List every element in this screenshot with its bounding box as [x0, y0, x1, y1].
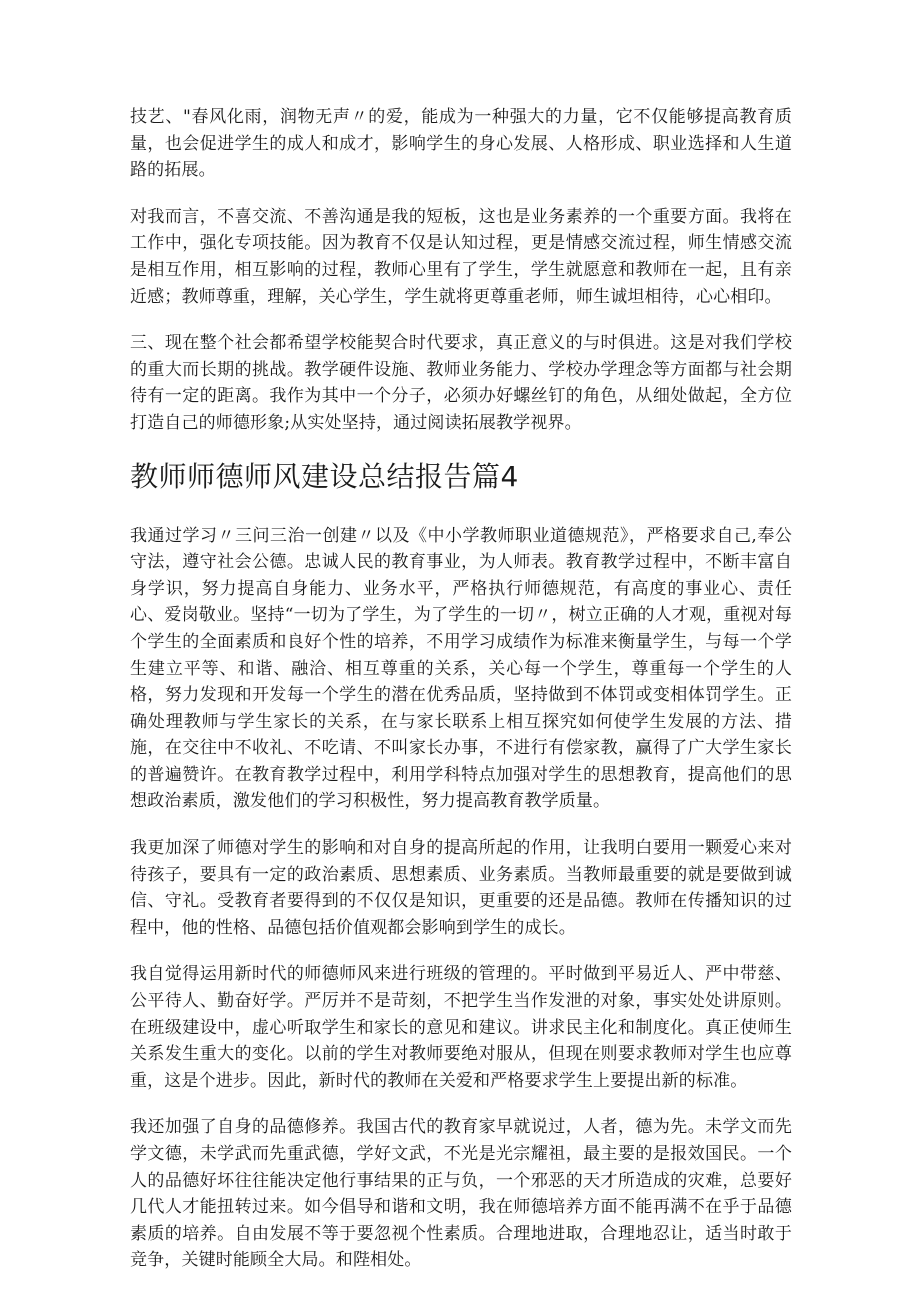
- paragraph-study-norms: 我通过学习〃三问三治一创建〃以及《中小学教师职业道德规范》，严格要求自己,奉公守法，遵守社会公德。忠诚人民的教育事业，为人师表。教育教学过程中，不断丰富自身学识，努力提高自身能力、业务水平，严格执行师德规范，有高度的事业心、责任心、爱岗敬业。坚持“一切为了学生，为了学生的一切〃，树立正确的人才观，重视对每个学生的全面素质和良好个性的培养，不用学习成绩作为标准来衡量学生，与每一个学生建立平等、和谐、融洽、相互尊重的关系，关心每一个学生，尊重每一个学生的人格，努力发现和开发每一个学生的潜在优秀品质，坚持做到不体罚或变相体罚学生。正确处理教师与学生家长的关系，在与家长联系上相互探究如何使学生发展的方法、措施，在交往中不收礼、不吃请、不叫家长办事，不进行有偿家教，赢得了广大学生家长的普遍赞许。在教育教学过程中，利用学科特点加强对学生的思想教育，提高他们的思想政治素质，激发他们的学习积极性，努力提高教育教学质量。: [130, 525, 792, 812]
- paragraph-moral-cultivation: 我还加强了自身的品德修养。我国古代的教育家早就说过，人者，德为先。未学文而先学文德，未学武而先重武德，学好文武，不光是光宗耀祖，最主要的是报效国民。一个人的品德好坏往往能决定他行事结果的正与负，一个邪恶的天才所造成的灾难，总要好几代人才能扭转过来。如今倡导和谐和文明，我在师德培养方面不能再满不在乎于品德素质的培养。自由发展不等于要忽视个性素质。合理地进取，合理地忍让，适当时敢于竞争，关键时能顾全大局。和陛相处。: [130, 1117, 792, 1271]
- paragraph-communication: 对我而言，不喜交流、不善沟通是我的短板，这也是业务素养的一个重要方面。我将在工作中，强化专项技能。因为教育不仅是认知过程，更是情感交流过程，师生情感交流是相互作用，相互影响的过程，教师心里有了学生，学生就愿意和教师在一起，且有亲近感；教师尊重，理解，关心学生，学生就将更尊重老师，师生诚坦相待，心心相印。: [130, 206, 792, 307]
- paragraph-ethics-influence: 我更加深了师德对学生的影响和对自身的提高所起的作用，让我明白要用一颗爱心来对待孩子，要具有一定的政治素质、思想素质、业务素质。当教师最重要的就是要做到诚信、守礼。受教育者要得到的不仅仅是知识，更重要的还是品德。教师在传播知识的过程中，他的性格、品德包括价值观都会影响到学生的成长。: [130, 838, 792, 938]
- paragraph-class-management: 我自觉得运用新时代的师德师风来进行班级的管理的。平时做到平易近人、严中带慈、公平待人、勤奋好学。严厉并不是苛刻，不把学生当作发泄的对象，事实处处讲原则。在班级建设中，虚心听取学生和家长的意见和建议。讲求民主化和制度化。真正使师生关系发生重大的变化。以前的学生对教师要绝对服从，但现在则要求教师对学生也应尊重，这是个进步。因此，新时代的教师在关爱和严格要求学生上要提出新的标准。: [130, 964, 792, 1091]
- paragraph-teaching-art: 技艺、"春风化雨，润物无声〃的爱，能成为一种强大的力量，它不仅能够提高教育质量，也会促进学生的成人和成才，影响学生的身心发展、人格形成、职业选择和人生道路的拓展。: [130, 107, 792, 181]
- paragraph-school-challenge: 三、现在整个社会都希望学校能契合时代要求，真正意义的与时俱进。这是对我们学校的重大而长期的挑战。教学硬件设施、教师业务能力、学校办学理念等方面都与社会期待有一定的距离。我作为其中一个分子，必须办好螺丝钉的角色，从细处做起，全方位打造自己的师德形象;从实处坚持，通过阅读拓展教学视界。: [130, 333, 792, 433]
- section-title: 教师师德师风建设总结报告篇4: [130, 459, 519, 493]
